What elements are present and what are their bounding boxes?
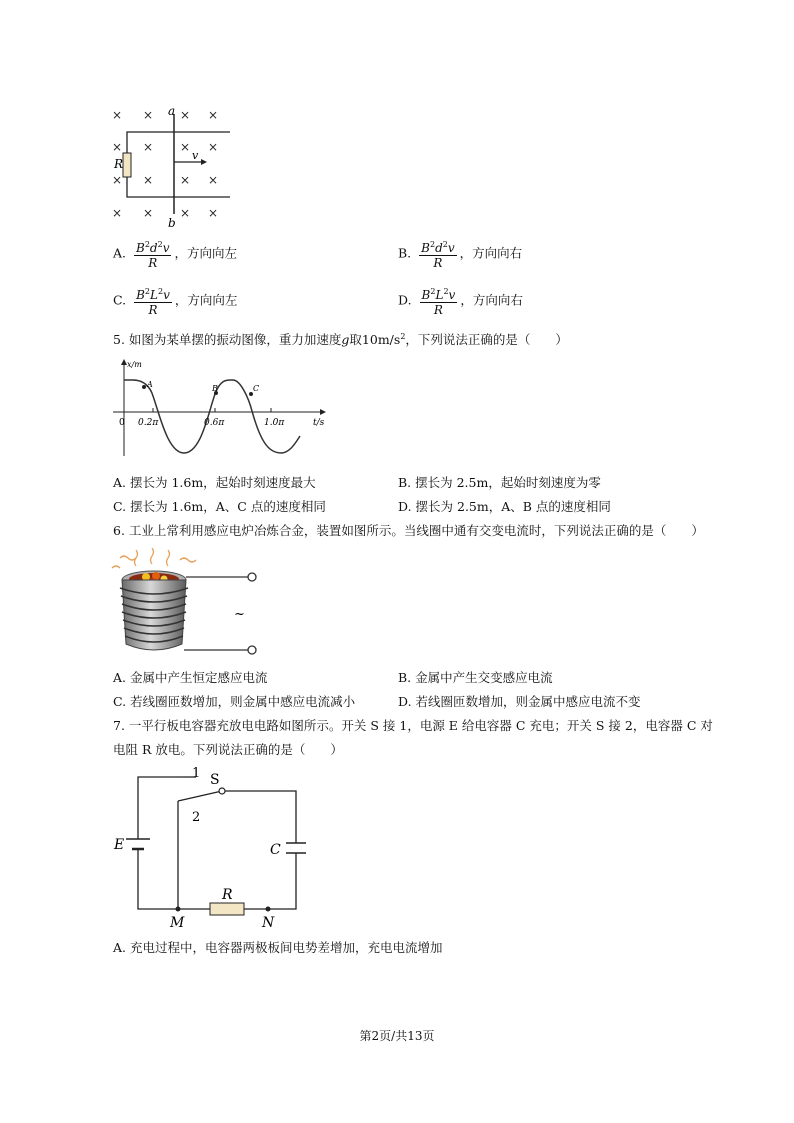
field-cross: × [179, 206, 191, 220]
terminal-bottom [248, 646, 256, 654]
q6-option-b[interactable]: B. 金属中产生交变感应电流 [398, 670, 553, 685]
point-a [142, 385, 146, 389]
y-axis-label: x/m [127, 360, 142, 369]
resistor-label: R [222, 887, 233, 903]
q6-induction-furnace-figure [106, 546, 266, 664]
q5-option-b[interactable]: B. 摆长为 2.5m，起始时刻速度为零 [398, 475, 601, 490]
label-R: R [114, 157, 124, 171]
field-cross: × [142, 108, 154, 122]
page-footer: 第2页/共13页 [359, 1029, 435, 1043]
field-cross: × [179, 140, 191, 154]
node-n [266, 907, 271, 912]
node-n-label: N [262, 915, 275, 931]
field-cross: × [207, 206, 219, 220]
field-cross: × [179, 108, 191, 122]
q6-option-a[interactable]: A. 金属中产生恒定感应电流 [113, 670, 268, 685]
resistor [123, 153, 131, 177]
field-cross: × [207, 140, 219, 154]
q7-option-a[interactable]: A. 充电过程中，电容器两极板间电势差增加，充电电流增加 [113, 940, 443, 955]
q6-option-d[interactable]: D. 若线圈匝数增加，则金属中感应电流不变 [398, 694, 641, 709]
tick-0-2pi: 0.2π [138, 418, 159, 428]
field-cross: × [111, 108, 123, 122]
label-a: a [168, 104, 176, 118]
q7-stem-line1: 7. 一平行板电容器充放电电路如图所示。开关 S 接 1，电源 E 给电容器 C 充电；开关 S 接 2，电容器 C 对 [113, 718, 713, 733]
x-axis-label: t/s [313, 418, 325, 428]
q5-option-c[interactable]: C. 摆长为 1.6m，A、C 点的速度相同 [113, 499, 326, 514]
switch-blade [178, 791, 222, 801]
label-b: b [168, 216, 176, 230]
switch-label: S [210, 772, 220, 788]
label-point-a: A [147, 380, 153, 389]
field-cross: × [207, 108, 219, 122]
field-cross: × [142, 206, 154, 220]
q6-option-c[interactable]: C. 若线圈匝数增加，则金属中感应电流减小 [113, 694, 356, 709]
ac-symbol: ~ [234, 607, 245, 622]
resistor [210, 903, 244, 915]
node-m [176, 907, 181, 912]
terminal-top [248, 573, 256, 581]
q7-stem-line2: 电阻 R 放电。下列说法正确的是（ ） [113, 742, 343, 757]
heat-waves-icon [112, 548, 196, 568]
label-point-c: C [253, 384, 260, 393]
q4-option-c[interactable]: C. $\frac{B^2L^2v}{R}$ ，方向向左 [113, 287, 238, 317]
q4-magnetic-field-figure [105, 100, 245, 232]
node-m-label: M [170, 915, 185, 931]
field-cross: × [142, 173, 154, 187]
q4-option-a[interactable]: A. $\frac{B^2d^2v}{R}$ ，方向向左 [113, 240, 237, 270]
q4-option-d[interactable]: D. $\frac{B^2L^2v}{R}$ ，方向向右 [398, 287, 523, 317]
field-cross: × [207, 173, 219, 187]
tick-0-6pi: 0.6π [204, 418, 225, 428]
field-cross: × [111, 173, 123, 187]
switch-pivot [219, 788, 225, 794]
field-cross: × [179, 173, 191, 187]
q6-stem: 6. 工业上常利用感应电炉冶炼合金，装置如图所示。当线圈中通有交变电流时，下列说法正确的是（ ） [113, 523, 704, 538]
label-point-b: B [212, 384, 218, 393]
field-cross: × [111, 206, 123, 220]
q5-oscillation-graph [108, 356, 333, 461]
velocity-arrow-icon [201, 159, 207, 165]
q5-option-d[interactable]: D. 摆长为 2.5m，A、B 点的速度相同 [398, 499, 611, 514]
q5-option-a[interactable]: A. 摆长为 1.6m，起始时刻速度最大 [113, 475, 316, 490]
capacitor-label: C [270, 842, 281, 858]
source-label: E [114, 837, 125, 853]
tick-1-0pi: 1.0π [264, 418, 285, 428]
switch-pos-2: 2 [192, 810, 201, 825]
label-v: v [192, 149, 199, 162]
origin-label: 0 [119, 418, 125, 428]
q5-stem: 5. 如图为某单摆的振动图像，重力加速度g取$10m/s^2$，下列说法正确的是（ ） [113, 331, 568, 347]
switch-pos-1: 1 [192, 766, 201, 781]
field-cross: × [142, 140, 154, 154]
q4-option-b[interactable]: B. $\frac{B^2d^2v}{R}$ ，方向向右 [398, 240, 523, 270]
q7-capacitor-circuit [108, 763, 318, 933]
field-cross: × [111, 140, 123, 154]
